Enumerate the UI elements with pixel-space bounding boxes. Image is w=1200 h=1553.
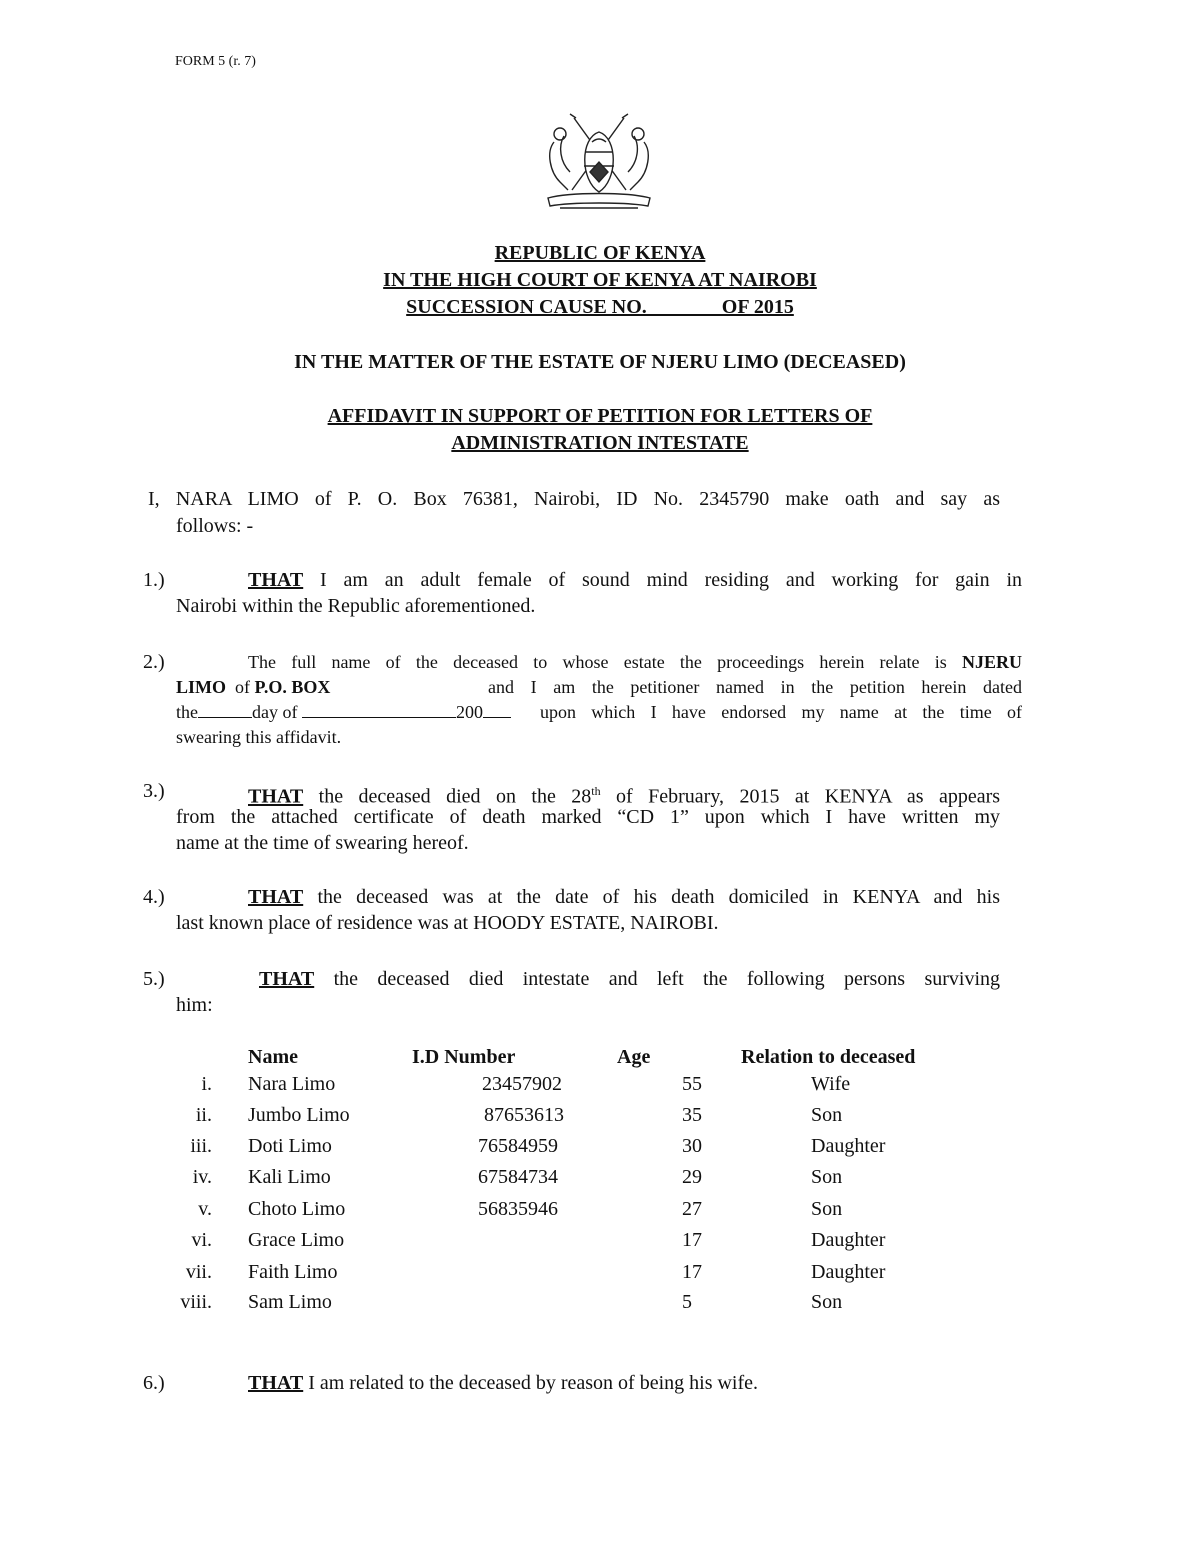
survivor-relation: Daughter	[811, 1261, 886, 1283]
column-header-relation: Relation to deceased	[741, 1046, 916, 1068]
survivor-age: 17	[682, 1261, 702, 1283]
paragraph-3-line2: from the attached certificate of death marked “CD 1” upon which I have written my	[176, 806, 1000, 828]
survivor-name: Faith Limo	[248, 1261, 338, 1283]
survivor-name: Jumbo Limo	[248, 1104, 350, 1126]
paragraph-6-text: I am related to the deceased by reason of being his wife.	[308, 1372, 759, 1394]
that-keyword: THAT	[248, 785, 304, 808]
survivor-name: Choto Limo	[248, 1198, 346, 1220]
paragraph-1-line2: Nairobi within the Republic aforementioned.	[176, 595, 536, 617]
survivor-age: 17	[682, 1229, 702, 1251]
coat-of-arms-icon	[540, 112, 658, 216]
survivor-age: 27	[682, 1198, 702, 1220]
paragraph-number: 6.)	[143, 1372, 165, 1394]
header-cause-number: SUCCESSION CAUSE NO. OF 2015	[406, 296, 794, 318]
survivor-id-number: 56835946	[478, 1198, 558, 1220]
that-keyword: THAT	[248, 569, 304, 591]
paragraph-3-line3: name at the time of swearing hereof.	[176, 832, 469, 854]
header-republic: REPUBLIC OF KENYA	[494, 242, 706, 264]
paragraph-4-line1	[248, 884, 1000, 910]
column-header-age: Age	[617, 1046, 651, 1068]
survivor-name: Doti Limo	[248, 1135, 332, 1157]
paragraph-2-line4: swearing this affidavit.	[176, 727, 342, 747]
survivor-age: 29	[682, 1166, 702, 1188]
paragraph-3-text: of February, 2015 at KENYA as appears	[616, 785, 1001, 808]
paragraph-2-line3	[176, 700, 1022, 725]
survivor-name: Nara Limo	[248, 1073, 336, 1095]
survivor-age: 35	[682, 1104, 702, 1126]
that-keyword: THAT	[259, 968, 315, 990]
survivor-relation: Daughter	[811, 1229, 886, 1251]
survivor-relation: Son	[811, 1104, 843, 1126]
survivor-age: 30	[682, 1135, 702, 1157]
month-blank	[302, 717, 456, 718]
paragraph-5-text: the deceased died intestate and left the following persons surviving	[333, 968, 1000, 990]
survivor-age: 5	[682, 1291, 692, 1313]
paragraph-5-line2: him:	[176, 994, 213, 1016]
survivor-id-number: 76584959	[478, 1135, 558, 1157]
paragraph-number: 4.)	[143, 886, 165, 908]
paragraph-4-text: the deceased was at the date of his death domiciled in KENYA and his	[317, 886, 1000, 908]
row-number: ii.	[195, 1104, 212, 1126]
that-keyword: THAT	[248, 1372, 304, 1394]
deceased-surname: LIMO	[176, 677, 227, 697]
survivor-relation: Son	[811, 1291, 843, 1313]
paragraph-6-line1	[248, 1370, 758, 1396]
paragraph-2-text: The full name of the deceased to whose estate the proceedings herein relate is	[248, 652, 947, 672]
row-number: v.	[198, 1198, 212, 1220]
row-number: vii.	[185, 1261, 212, 1283]
deceased-name: NJERU	[962, 652, 1023, 672]
survivor-name: Kali Limo	[248, 1166, 331, 1188]
survivor-name: Grace Limo	[248, 1229, 345, 1251]
year-blank	[483, 717, 511, 718]
coat-of-arms-seal	[540, 112, 658, 216]
survivor-id-number: 87653613	[484, 1104, 564, 1126]
intro-line1: I, NARA LIMO of P. O. Box 76381, Nairobi, ID No. 2345790 make oath and say as	[148, 488, 1000, 510]
po-box-label: P.O. BOX	[254, 677, 331, 697]
survivor-relation: Son	[811, 1198, 843, 1220]
paragraph-2-line1	[248, 650, 1022, 675]
the-word: the	[176, 702, 198, 722]
survivor-age: 55	[682, 1073, 702, 1095]
paragraph-1-line1	[248, 567, 1022, 593]
paragraph-4-line2: last known place of residence was at HOODY ESTATE, NAIROBI.	[176, 912, 719, 934]
row-number: iv.	[192, 1166, 212, 1188]
paragraph-2-line2a	[176, 675, 330, 700]
survivor-relation: Wife	[811, 1073, 851, 1095]
survivor-relation: Son	[811, 1166, 843, 1188]
death-date-text: the deceased died on the 28	[318, 785, 592, 808]
day-blank	[198, 717, 252, 718]
row-number: viii.	[180, 1291, 212, 1313]
paragraph-1-text: I am an adult female of sound mind residing and working for gain in	[320, 569, 1022, 591]
row-number: i.	[201, 1073, 212, 1095]
day-of-text: day of	[252, 702, 298, 722]
ordinal-suffix: th	[591, 784, 601, 798]
matter-heading: IN THE MATTER OF THE ESTATE OF NJERU LIMO (DECEASED)	[294, 351, 906, 373]
paragraph-number: 1.)	[143, 569, 165, 591]
column-header-id: I.D Number	[412, 1046, 516, 1068]
row-number: iii.	[190, 1135, 212, 1157]
header-court: IN THE HIGH COURT OF KENYA AT NAIROBI	[383, 269, 817, 291]
intro-line2: follows: -	[176, 515, 254, 537]
paragraph-number: 2.)	[143, 651, 165, 673]
survivor-name: Sam Limo	[248, 1291, 332, 1313]
column-header-name: Name	[248, 1046, 298, 1068]
paragraph-2-line2b: and I am the petitioner named in the petition herein dated	[488, 677, 1022, 697]
affidavit-title-line2: ADMINISTRATION INTESTATE	[451, 432, 749, 454]
affidavit-title-line1: AFFIDAVIT IN SUPPORT OF PETITION FOR LETTERS OF	[327, 405, 873, 427]
paragraph-2-line3-rest: upon which I have endorsed my name at the time of	[540, 702, 1022, 722]
survivor-relation: Daughter	[811, 1135, 886, 1157]
paragraph-number: 5.)	[143, 968, 165, 990]
survivor-id-number: 23457902	[482, 1073, 562, 1095]
paragraph-5-line1	[259, 966, 1000, 992]
that-keyword: THAT	[248, 886, 304, 908]
of-word: of	[235, 677, 251, 697]
form-label: FORM 5 (r. 7)	[175, 54, 256, 69]
paragraph-number: 3.)	[143, 780, 165, 802]
year-prefix: 200	[455, 702, 483, 722]
row-number: vi.	[191, 1229, 212, 1251]
survivor-id-number: 67584734	[478, 1166, 558, 1188]
